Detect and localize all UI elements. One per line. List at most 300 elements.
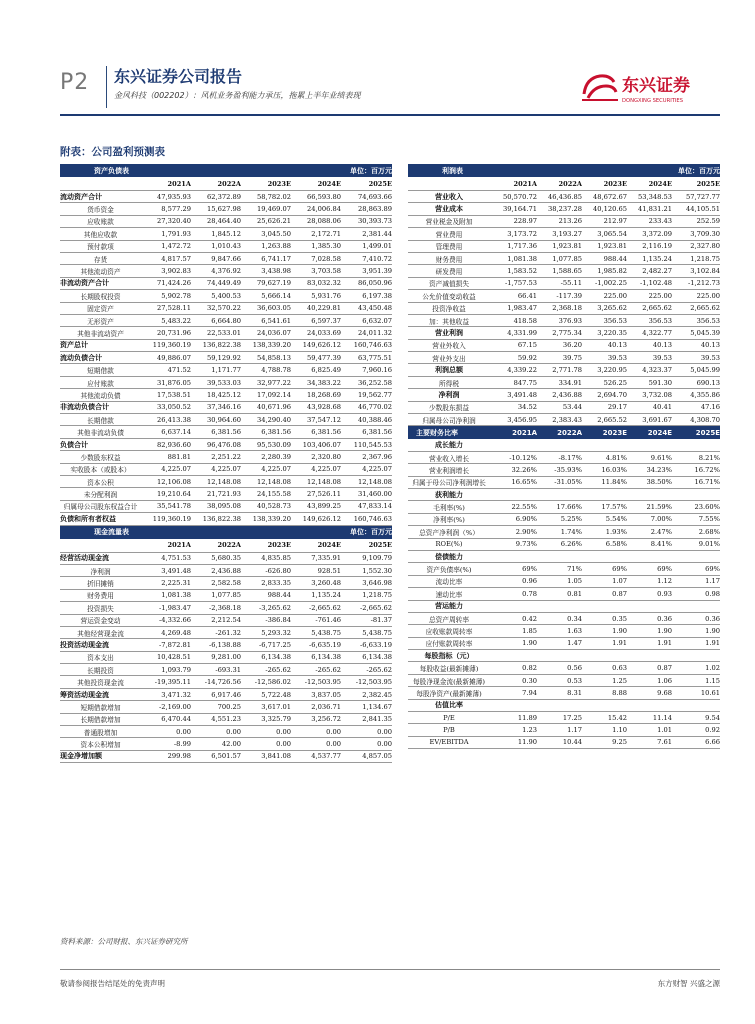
row-value: 47,833.14: [341, 500, 392, 512]
row-value: 6,470.44: [141, 713, 191, 725]
row-value: 2,482.27: [627, 265, 672, 277]
row-value: 20,731.96: [141, 327, 191, 339]
row-value: 0.00: [191, 726, 241, 738]
row-value: 40.41: [627, 401, 672, 413]
row-value: 34.52: [490, 401, 537, 413]
row-value: 2,665.52: [582, 414, 627, 426]
row-value: 3,265.62: [582, 302, 627, 314]
row-label: 存货: [60, 252, 141, 264]
row-value: 1.91: [627, 637, 672, 649]
row-value: 2,320.80: [291, 451, 341, 463]
row-value: [627, 699, 672, 711]
row-value: 2,665.62: [672, 302, 720, 314]
table-row: [408, 699, 720, 711]
row-value: 19,469.07: [241, 203, 291, 215]
table-row: [60, 552, 392, 564]
row-value: -1,212.73: [672, 277, 720, 289]
row-label: 资产负债率(%): [408, 563, 490, 575]
row-label: 偿债能力: [408, 550, 490, 562]
row-value: 0.35: [582, 612, 627, 624]
row-value: 4,225.07: [341, 463, 392, 475]
row-value: 1,385.30: [291, 240, 341, 252]
row-value: 40,388.46: [341, 414, 392, 426]
row-label: 每股指标（元）: [408, 650, 490, 662]
row-value: 8.31: [537, 687, 582, 699]
row-label: 未分配利润: [60, 488, 141, 500]
row-value: 4,355.86: [672, 389, 720, 401]
row-value: [627, 439, 672, 451]
row-value: 213.26: [537, 215, 582, 227]
row-value: 2,327.80: [672, 240, 720, 252]
table-row: [408, 488, 720, 500]
row-value: 225.00: [672, 290, 720, 302]
row-value: 16.65%: [490, 476, 537, 488]
row-value: 0.87: [627, 662, 672, 674]
row-value: 3,325.79: [241, 713, 291, 725]
row-value: 28,863.89: [341, 203, 392, 215]
table-row: [408, 314, 720, 326]
row-value: -117.39: [537, 290, 582, 302]
row-value: 9.73%: [490, 538, 537, 550]
row-value: 3,691.67: [627, 414, 672, 426]
table-row: [408, 215, 720, 227]
row-value: 3,837.05: [291, 688, 341, 700]
row-value: 12,148.08: [291, 475, 341, 487]
table-row: [60, 451, 392, 463]
row-value: 356.53: [582, 314, 627, 326]
row-value: 2,771.78: [537, 364, 582, 376]
table-row: [60, 738, 392, 750]
row-label: EV/EBITDA: [408, 736, 490, 748]
row-value: 3,491.48: [141, 564, 191, 576]
row-value: 988.44: [582, 252, 627, 264]
row-value: 3,703.58: [291, 265, 341, 277]
row-value: 3,102.84: [672, 265, 720, 277]
row-value: -3,265.62: [241, 602, 291, 614]
row-value: 881.81: [141, 451, 191, 463]
row-value: 40,528.73: [241, 500, 291, 512]
row-value: 0.00: [241, 738, 291, 750]
row-label: 所得税: [408, 376, 490, 388]
table-row: [60, 376, 392, 388]
row-value: -4,332.66: [141, 614, 191, 626]
row-value: [672, 650, 720, 662]
row-value: 42.00: [191, 738, 241, 750]
row-value: 3,260.48: [291, 577, 341, 589]
row-value: 95,530.09: [241, 438, 291, 450]
row-value: 82,936.60: [141, 438, 191, 450]
table-row: [60, 414, 392, 426]
row-label: 流动负债合计: [60, 352, 141, 364]
table-row: [60, 726, 392, 738]
row-value: 3,220.35: [582, 327, 627, 339]
row-value: 47,935.93: [141, 191, 191, 203]
row-value: 22,533.01: [191, 327, 241, 339]
row-value: -2,665.62: [341, 602, 392, 614]
table-row: [408, 712, 720, 724]
row-value: 418.58: [490, 314, 537, 326]
row-value: -1,757.53: [490, 277, 537, 289]
row-value: 43,899.25: [291, 500, 341, 512]
row-value: 0.00: [141, 726, 191, 738]
table-row: [408, 327, 720, 339]
row-value: 16.71%: [672, 476, 720, 488]
row-label: 财务费用: [60, 589, 141, 601]
ratio-header-row: [408, 426, 720, 440]
row-value: [537, 488, 582, 500]
row-value: [627, 550, 672, 562]
row-value: 3,709.30: [672, 228, 720, 240]
row-value: 8,577.29: [141, 203, 191, 215]
table-row: [408, 339, 720, 351]
row-value: 39,164.71: [490, 203, 537, 215]
row-value: 59.92: [490, 352, 537, 364]
row-value: 2,212.54: [191, 614, 241, 626]
row-value: 6,381.56: [291, 426, 341, 438]
row-label: 长期投资: [60, 664, 141, 676]
row-value: 3,372.09: [627, 228, 672, 240]
row-label: 资本公积增加: [60, 738, 141, 750]
row-value: 1,845.12: [191, 228, 241, 240]
row-label: 应收账款: [60, 215, 141, 227]
table-row: [60, 589, 392, 601]
row-value: 24,033.69: [291, 327, 341, 339]
row-value: 21,721.93: [191, 488, 241, 500]
row-value: 1.90: [627, 625, 672, 637]
row-value: 6,134.38: [241, 651, 291, 663]
data-source-note: 资料来源：公司财报、东兴证券研究所: [60, 937, 188, 946]
row-value: 4,376.92: [191, 265, 241, 277]
row-value: 6,381.56: [341, 426, 392, 438]
row-label: 固定资产: [60, 302, 141, 314]
table-row: [408, 364, 720, 376]
row-value: 53.44: [537, 401, 582, 413]
row-value: [490, 550, 537, 562]
row-value: [672, 439, 720, 451]
row-value: -693.31: [191, 664, 241, 676]
row-value: 1.10: [582, 724, 627, 736]
row-value: 3,841.08: [241, 750, 291, 762]
row-value: 39.53: [582, 352, 627, 364]
row-value: 299.98: [141, 750, 191, 762]
table-row: [60, 475, 392, 487]
table-row: [60, 290, 392, 302]
row-value: [582, 600, 627, 612]
row-label: 营业税金及附加: [408, 215, 490, 227]
table-row: [408, 203, 720, 215]
row-value: 3,646.98: [341, 577, 392, 589]
report-subtitle: 金风科技（002202）：风机业务盈利能力承压，拖累上半年业绩表现: [114, 91, 361, 100]
row-value: 1,923.81: [582, 240, 627, 252]
ratio-year-cell: 2024E: [627, 426, 672, 440]
table-row: [60, 750, 392, 762]
row-value: 1.90: [490, 637, 537, 649]
row-value: 1,985.82: [582, 265, 627, 277]
row-label: 成长能力: [408, 439, 490, 451]
table-row: [408, 501, 720, 513]
row-value: 1.17: [537, 724, 582, 736]
row-value: 12,148.08: [241, 475, 291, 487]
row-value: 28,464.40: [191, 215, 241, 227]
row-value: 1.91: [672, 637, 720, 649]
year-header-cell: 2025E: [341, 177, 392, 191]
year-header-cell: 2024E: [291, 539, 341, 553]
row-value: 86,050.96: [341, 277, 392, 289]
row-value: 15,627.98: [191, 203, 241, 215]
row-value: 4,308.70: [672, 414, 720, 426]
table-row: [60, 614, 392, 626]
table-row: [408, 637, 720, 649]
row-label: 总资产净利润（%）: [408, 526, 490, 538]
table-row: [60, 651, 392, 663]
row-value: 11.89: [490, 712, 537, 724]
table-row: [60, 438, 392, 450]
row-value: 4,225.07: [291, 463, 341, 475]
row-value: 58,782.02: [241, 191, 291, 203]
row-value: 19,210.64: [141, 488, 191, 500]
row-value: 1.23: [490, 724, 537, 736]
table-row: [408, 191, 720, 203]
row-label: 经营活动现金流: [60, 552, 141, 564]
row-value: -265.62: [241, 664, 291, 676]
row-value: 5,680.35: [191, 552, 241, 564]
table-row: [408, 588, 720, 600]
table-row: [60, 265, 392, 277]
table-row: [408, 401, 720, 413]
row-value: 6,637.14: [141, 426, 191, 438]
table-unit: 单位：百万元: [241, 164, 392, 177]
row-label: 速动比率: [408, 588, 490, 600]
report-title: 东兴证券公司报告: [114, 67, 243, 86]
row-value: 4,331.99: [490, 327, 537, 339]
row-value: 23.60%: [672, 501, 720, 513]
row-value: 6,541.61: [241, 314, 291, 326]
row-value: 2,436.88: [537, 389, 582, 401]
row-value: 3,732.08: [627, 389, 672, 401]
row-value: 225.00: [582, 290, 627, 302]
row-label: 资本支出: [60, 651, 141, 663]
row-label: 营业成本: [408, 203, 490, 215]
row-value: 356.53: [627, 314, 672, 326]
row-label: 利润总额: [408, 364, 490, 376]
row-value: 2,582.58: [191, 577, 241, 589]
row-value: 2.47%: [627, 526, 672, 538]
row-label: 财务费用: [408, 252, 490, 264]
row-value: -6,717.25: [241, 639, 291, 651]
table-row: [408, 736, 720, 748]
row-value: 6.58%: [582, 538, 627, 550]
row-value: [490, 650, 537, 662]
row-label: 营业外支出: [408, 352, 490, 364]
row-value: 0.42: [490, 612, 537, 624]
table-row: [60, 364, 392, 376]
row-value: 30,964.60: [191, 414, 241, 426]
row-value: 2,172.71: [291, 228, 341, 240]
row-label: 普通股增加: [60, 726, 141, 738]
year-header-cell: 2024E: [627, 177, 672, 191]
row-value: 2.68%: [672, 526, 720, 538]
row-value: 3,617.01: [241, 701, 291, 713]
row-value: 4,537.77: [291, 750, 341, 762]
ratio-year-cell: 2023E: [582, 426, 627, 440]
table-row: [408, 464, 720, 476]
row-value: [627, 650, 672, 662]
table-row: [60, 626, 392, 638]
row-value: -10.12%: [490, 451, 537, 463]
row-label: 营业利润: [408, 327, 490, 339]
row-value: 690.13: [672, 376, 720, 388]
table-row: [408, 612, 720, 624]
row-value: -12,586.02: [241, 676, 291, 688]
row-value: 6.26%: [537, 538, 582, 550]
row-value: 9,847.66: [191, 252, 241, 264]
row-value: 9.25: [582, 736, 627, 748]
row-value: 2,833.35: [241, 577, 291, 589]
row-label: 其他非流动资产: [60, 327, 141, 339]
row-label: 少数股东权益: [60, 451, 141, 463]
row-label: P/E: [408, 712, 490, 724]
row-value: 1.63: [537, 625, 582, 637]
row-value: 27,528.11: [141, 302, 191, 314]
row-value: 2,665.62: [627, 302, 672, 314]
table-row: [60, 577, 392, 589]
table-row: [60, 701, 392, 713]
table-title: 现金流量表: [60, 525, 241, 539]
row-value: -1,002.25: [582, 277, 627, 289]
table-row: [408, 302, 720, 314]
row-label: 归属于母公司净利润增长: [408, 476, 490, 488]
row-value: 0.36: [627, 612, 672, 624]
row-label: 资产减值损失: [408, 277, 490, 289]
row-label: 营业费用: [408, 228, 490, 240]
row-value: 28,088.06: [291, 215, 341, 227]
table-row: [408, 650, 720, 662]
table-row: [408, 674, 720, 686]
row-value: 4,225.07: [141, 463, 191, 475]
logo-en-text: DONGXING SECURITIES: [622, 98, 684, 104]
row-label: 投资活动现金流: [60, 639, 141, 651]
row-value: 1.07: [582, 575, 627, 587]
row-value: 4,751.53: [141, 552, 191, 564]
row-value: 71%: [537, 563, 582, 575]
row-value: 6,917.46: [191, 688, 241, 700]
right-financial-table: [408, 164, 720, 749]
row-value: -55.11: [537, 277, 582, 289]
row-value: 1.74%: [537, 526, 582, 538]
row-value: 69%: [490, 563, 537, 575]
row-label: 应收账款周转率: [408, 625, 490, 637]
row-value: 0.00: [291, 738, 341, 750]
logo-cn-text: 东兴证券: [622, 76, 690, 96]
row-value: 6,632.07: [341, 314, 392, 326]
row-value: 21.59%: [627, 501, 672, 513]
row-label: 短期借款增加: [60, 701, 141, 713]
footer-slogan: 东方财智 兴盛之源: [657, 979, 720, 988]
row-value: 17.66%: [537, 501, 582, 513]
row-label: 每股净资产(最新摊薄): [408, 687, 490, 699]
row-value: 57,727.77: [672, 191, 720, 203]
table-unit: 单位：百万元: [582, 164, 720, 177]
row-value: 11.14: [627, 712, 672, 724]
row-value: 2,251.22: [191, 451, 241, 463]
row-value: 12,106.08: [141, 475, 191, 487]
row-label: 其他经营现金流: [60, 626, 141, 638]
row-value: [672, 699, 720, 711]
row-value: 1,218.75: [672, 252, 720, 264]
ratio-table-title: 主要财务比率: [408, 426, 490, 440]
row-value: 6,197.38: [341, 290, 392, 302]
row-value: 1,552.30: [341, 564, 392, 576]
row-label: 加：其他收益: [408, 314, 490, 326]
table-row: [408, 265, 720, 277]
row-label: 净利率(%): [408, 513, 490, 525]
row-value: 1.93%: [582, 526, 627, 538]
row-value: 6,381.56: [191, 426, 241, 438]
row-value: 40,120.65: [582, 203, 627, 215]
row-value: 48,672.67: [582, 191, 627, 203]
row-value: -2,169.00: [141, 701, 191, 713]
row-label: 公允价值变动收益: [408, 290, 490, 302]
row-value: -12,503.95: [291, 676, 341, 688]
row-label: 其他流动资产: [60, 265, 141, 277]
row-label: 非流动资产合计: [60, 277, 141, 289]
row-label: 营业收入: [408, 191, 490, 203]
row-value: 17.25: [537, 712, 582, 724]
ratio-year-cell: 2021A: [490, 426, 537, 440]
row-value: [490, 439, 537, 451]
row-value: 2.90%: [490, 526, 537, 538]
row-value: 3,902.83: [141, 265, 191, 277]
table-header-row: [408, 164, 720, 177]
header-rule: [60, 114, 720, 116]
row-label: 应付账款周转率: [408, 637, 490, 649]
row-value: 34,383.22: [291, 376, 341, 388]
row-label: 每股收益(最新摊薄): [408, 662, 490, 674]
row-value: 7.94: [490, 687, 537, 699]
row-value: 1,218.75: [341, 589, 392, 601]
row-value: 3,193.27: [537, 228, 582, 240]
row-value: 5,722.48: [241, 688, 291, 700]
row-value: 988.44: [241, 589, 291, 601]
row-value: 9.54: [672, 712, 720, 724]
table-row: [60, 676, 392, 688]
row-value: 6,134.38: [341, 651, 392, 663]
row-value: 4,339.22: [490, 364, 537, 376]
row-value: 27,526.11: [291, 488, 341, 500]
row-value: 1,588.65: [537, 265, 582, 277]
footer-rule: [60, 969, 720, 970]
table-row: [408, 376, 720, 388]
row-value: -386.84: [241, 614, 291, 626]
row-label: 营业利润增长: [408, 464, 490, 476]
table-header-row: [60, 525, 392, 539]
row-value: 8.88: [582, 687, 627, 699]
row-label: 投资净收益: [408, 302, 490, 314]
row-value: -265.62: [341, 664, 392, 676]
row-value: 1,010.43: [191, 240, 241, 252]
row-value: 62,372.89: [191, 191, 241, 203]
row-value: 47.16: [672, 401, 720, 413]
row-value: 6,664.80: [191, 314, 241, 326]
row-label: 实收股本（或股本）: [60, 463, 141, 475]
table-row: [408, 550, 720, 562]
row-value: 228.97: [490, 215, 537, 227]
row-value: 66,593.80: [291, 191, 341, 203]
row-value: 149,626.12: [291, 513, 341, 525]
row-value: 54,858.13: [241, 352, 291, 364]
row-value: -19,395.11: [141, 676, 191, 688]
row-label: 净利润: [60, 564, 141, 576]
